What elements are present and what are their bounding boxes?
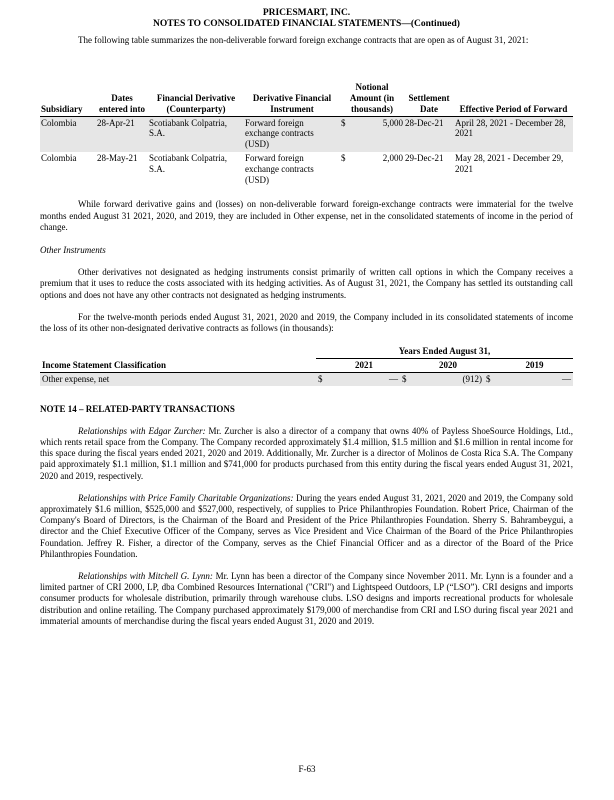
cell-date: 28-Apr-21	[96, 116, 148, 152]
zurcher-lead: Relationships with Edgar Zurcher:	[78, 425, 206, 436]
other-instruments-paragraph: Other derivatives not designated as hedging instruments consist primarily of written call options in which the Company receives a premium that it uses to reduce the costs associated with its hedging activities. As of August 31, 2021, the Company has settled its outstanding call options and does not have any other contracts not designated as hedging instruments.	[40, 267, 573, 300]
intro-paragraph: The following table summarizes the non-deliverable forward foreign exchange contracts that are open as of August 31, 2021:	[78, 35, 529, 45]
row-label: Other expense, net	[40, 372, 316, 385]
zurcher-text: Mr. Zurcher is also a director of a company that owns 40% of Payless ShoeSource Holdings, Ltd., which rents retail space from the Company. The Company recorded approximately $1.4 million, $1.5 million and $1.6 million in rental income for this space during the fiscal years ended 2021, 2020 and 2019. Additionally, Mr. Zurcher is a director of Molinos de Costa Rica S.A. The Company paid approximately $1.1 million, $1.1 million and $741,000 for products purchased from this entity during the fiscal years ended August 31, 2021, 2020 and 2019, respectively.	[40, 425, 573, 481]
currency-symbol: $	[400, 372, 412, 385]
company-name: PRICESMART, INC.	[262, 8, 351, 18]
cell-instrument: Forward foreign exchange contracts (USD)	[244, 116, 340, 152]
fx-contracts-table	[40, 82, 573, 187]
lynn-lead: Relationships with Mitchell G. Lynn:	[78, 571, 213, 582]
cell-subsidiary: Colombia	[40, 116, 96, 152]
cell-counterparty: Scotiabank Colpatria, S.A.	[149, 152, 227, 174]
other-header-row	[40, 359, 573, 373]
price-family-paragraph	[40, 493, 573, 560]
note14-heading: NOTE 14 – RELATED-PARTY TRANSACTIONS	[40, 403, 235, 414]
currency-symbol: $	[484, 372, 496, 385]
year-header: 2019	[496, 359, 573, 373]
price-family-lead: Relationships with Price Family Charitable Organizations:	[78, 492, 294, 503]
page-title: NOTES TO CONSOLIDATED FINANCIAL STATEMENTS—(Continued)	[153, 19, 460, 29]
currency-symbol: $	[341, 152, 346, 163]
col-financial-derivative: Financial Derivative (Counterparty)	[148, 82, 244, 116]
year-header: 2020	[412, 359, 484, 373]
page-number: F-63	[298, 764, 316, 774]
classification-header: Income Statement Classification	[40, 359, 316, 373]
other-instruments-heading: Other Instruments	[40, 244, 106, 255]
lynn-paragraph	[40, 571, 573, 627]
years-ended-header: Years Ended August 31,	[316, 345, 573, 358]
cell-date: 28-May-21	[97, 152, 138, 163]
value-2019: —	[496, 372, 573, 385]
table-row	[40, 152, 573, 187]
table-row	[40, 372, 573, 385]
table-row	[40, 116, 573, 152]
value-2020: (912)	[412, 372, 484, 385]
cell-counterparty: Scotiabank Colpatria, S.A.	[148, 116, 244, 152]
years-span-row	[40, 345, 573, 358]
price-family-text: During the years ended August 31, 2021, 2020 and 2019, the Company sold approximately $1.6 million, $525,000 and $527,000, respectively, of supplies to Price Philanthropies Foundation. Robert Price, Chairman of the Company's Board of Directors, is the Chairman of the Board and President of the Price Philanthropies Foundation. Sherry S. Bahrambeygui, a director and the Chief Executive Officer of the Company, serves as Vice President and Vice Chairman of the Board of the Price Philanthropies Foundation. Jeffrey R. Fisher, a director of the Company, serves as the Chief Financial Officer and as a director of the Board of the Price Philanthropies Foundation.	[40, 492, 573, 559]
zurcher-paragraph	[40, 426, 573, 482]
year-header: 2021	[328, 359, 400, 373]
col-derivative-instrument: Derivative Financial Instrument	[244, 82, 340, 116]
fx-header-row	[40, 82, 573, 116]
cell-period: April 28, 2021 - December 28, 2021	[454, 116, 573, 152]
notional-amount: 5,000	[382, 117, 403, 128]
page	[40, 0, 573, 627]
cell-notional	[340, 116, 404, 152]
currency-symbol: $	[316, 372, 328, 385]
gains-paragraph: While forward derivative gains and (losses) on non-deliverable forward foreign-exchange contracts were immaterial for the twelve months ended August 31 2021, 2020, and 2019, they are included in Other expense, net in the consolidated statements of income in the period of change.	[40, 199, 573, 232]
other-derivatives-table	[40, 345, 573, 385]
col-effective-period: Effective Period of Forward	[454, 82, 573, 116]
col-dates: Dates entered into	[96, 82, 148, 116]
currency-symbol: $	[341, 117, 346, 128]
loss-summary-paragraph: For the twelve-month periods ended August 31, 2021, 2020 and 2019, the Company included in its consolidated statements of income the loss of its other non-designated derivative contracts as follows (in thousands):	[40, 311, 573, 333]
cell-notional	[340, 152, 404, 187]
value-2021: —	[328, 372, 400, 385]
col-settlement: Settlement Date	[404, 82, 454, 116]
col-notional: Notional Amount (in thousands)	[340, 82, 404, 116]
notional-amount: 2,000	[382, 152, 403, 163]
lynn-text: Mr. Lynn has been a director of the Company since November 2011. Mr. Lynn is a founder and a limited partner of CRI 2000, LP, dba Combined Resources International ("CRI") and Lightspeed Outdoors, LP (“LSO”). CRI designs and imports consumer products for wholesale distribution, primarily through warehouse clubs. LSO designs and imports recreational products for wholesale distribution and online retailing. The Company purchased approximately $179,000 of merchandise from CRI and LSO during fiscal year 2021 and immaterial amounts of merchandise during the fiscal years ended August 31, 2020 and 2019.	[40, 571, 573, 626]
cell-settlement: 29-Dec-21	[405, 152, 444, 163]
cell-subsidiary: Colombia	[41, 152, 77, 163]
cell-period: May 28, 2021 - December 29, 2021	[455, 152, 564, 174]
cell-instrument: Forward foreign exchange contracts (USD)	[245, 152, 314, 185]
col-subsidiary: Subsidiary	[40, 82, 96, 116]
cell-settlement: 28-Dec-21	[404, 116, 454, 152]
